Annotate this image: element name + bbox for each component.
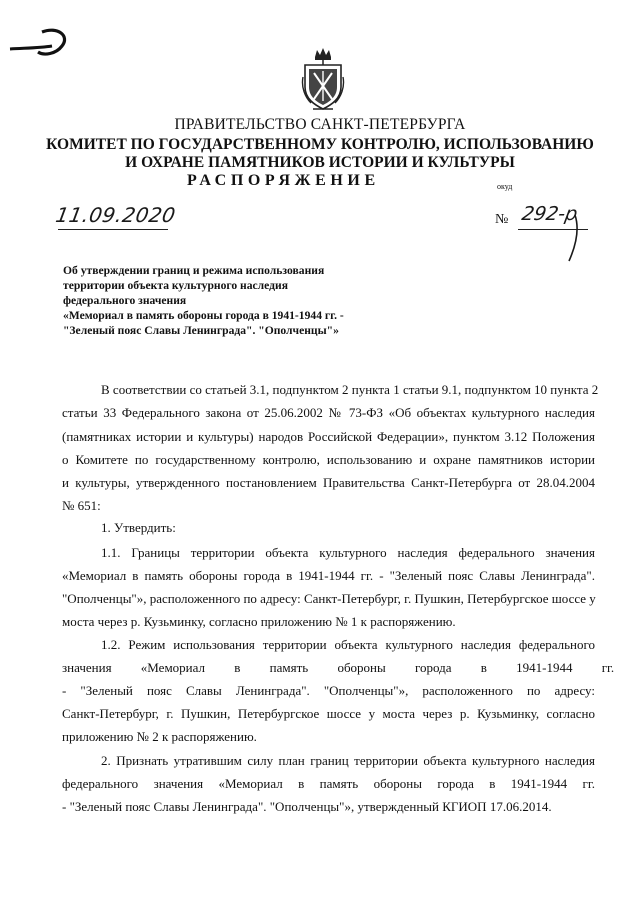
number-label: №: [495, 212, 509, 227]
title-line: территории объекта культурного наследия: [63, 279, 288, 292]
body-text-line: В соответствии со статьей 3.1, подпунктом 2 пункта 1 статьи 9.1, подпунктом 10 пункта 2: [101, 382, 599, 397]
handwritten-corner-mark: [8, 22, 72, 62]
committee-name-line2: И ОХРАНЕ ПАМЯТНИКОВ ИСТОРИИ И КУЛЬТУРЫ: [125, 154, 515, 171]
body-text-line: приложению № 2 к распоряжению.: [62, 729, 257, 744]
okud-label: окуд: [497, 182, 513, 191]
committee-name-line1: КОМИТЕТ ПО ГОСУДАРСТВЕННОМУ КОНТРОЛЮ, ИСПОЛЬЗОВАНИЮ: [46, 136, 594, 153]
body-text-line: «Мемориал в память обороны города в 1941-1944 гг. - "Зеленый пояс Славы Ленинграда".: [62, 568, 595, 583]
body-text-line: статьи 33 Федерального закона от 25.06.2002 № 73-ФЗ «Об объектах культурного наследия: [62, 405, 595, 420]
government-name: ПРАВИТЕЛЬСТВО САНКТ-ПЕТЕРБУРГА: [174, 116, 466, 133]
body-text-line: 1.2. Режим использования территории объекта культурного наследия федерального: [101, 637, 595, 652]
body-text-line: (памятниках истории и культуры) народов Российской Федерации», пунктом 3.12 Положения: [62, 429, 595, 444]
title-line: «Мемориал в память обороны города в 1941-1944 гг. -: [63, 309, 344, 322]
document-date: 11.09.2020: [53, 203, 178, 227]
coat-of-arms-emblem: [301, 47, 345, 113]
document-number: 292-р: [520, 203, 580, 225]
title-line: "Зеленый пояс Славы Ленинграда". "Ополченцы"»: [63, 324, 339, 337]
body-text-line: значения «Мемориал в память обороны города в 1941-1944 гг.: [62, 660, 615, 675]
body-text-line: - "Зеленый пояс Славы Ленинграда". "Ополченцы"», утвержденный КГИОП 17.06.2014.: [62, 799, 552, 814]
document-type: РАСПОРЯЖЕНИЕ: [187, 172, 380, 189]
body-text-line: № 651:: [62, 498, 101, 513]
title-line: Об утверждении границ и режима использования: [63, 264, 325, 277]
number-signature-stroke: [555, 205, 595, 265]
body-text-line: 1. Утвердить:: [101, 520, 176, 535]
body-text-line: о Комитете по государственному контролю, использованию и охране памятников истории: [62, 452, 595, 467]
body-text-line: и культуры, утвержденного постановлением Правительства Санкт-Петербурга от 28.04.2004: [62, 475, 595, 490]
body-text-line: "Ополченцы"», расположенного по адресу: Санкт-Петербург, г. Пушкин, Петербургское шоссе у: [62, 591, 596, 606]
body-text-line: федерального значения «Мемориал в память обороны города в 1941-1944 гг.: [62, 776, 595, 791]
body-text-line: - "Зеленый пояс Славы Ленинграда". "Ополченцы"», расположенного по адресу:: [62, 683, 595, 698]
body-text-line: 2. Признать утратившим силу план границ территории объекта культурного наследия: [101, 753, 595, 768]
title-line: федерального значения: [63, 294, 187, 307]
body-text-line: 1.1. Границы территории объекта культурного наследия федерального значения: [101, 545, 595, 560]
body-text-line: моста через р. Кузьминку, согласно приложению № 1 к распоряжению.: [62, 614, 456, 629]
date-underline: [58, 229, 168, 230]
body-text-line: Санкт-Петербург, г. Пушкин, Петербургское шоссе у моста через р. Кузьминку, согласно: [62, 706, 595, 721]
